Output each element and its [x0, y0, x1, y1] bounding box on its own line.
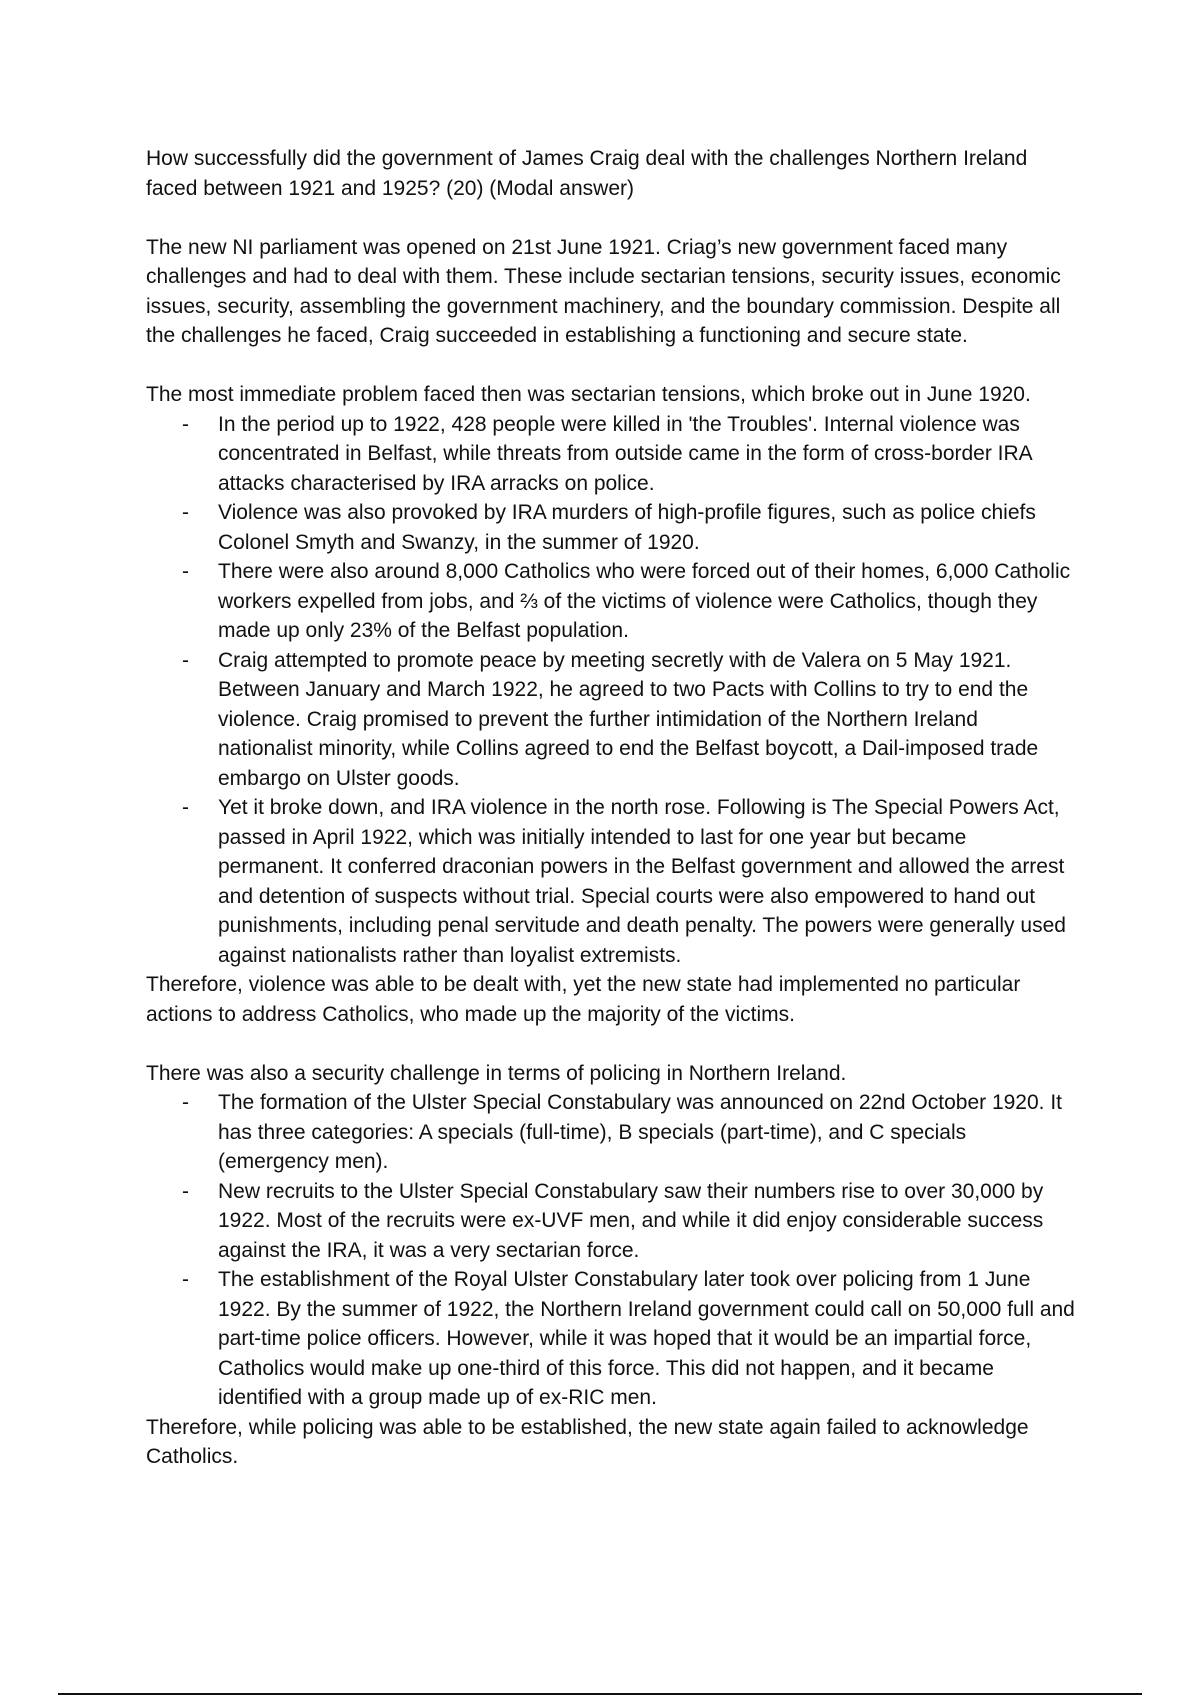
footer-rule — [58, 1693, 1142, 1695]
bullet-text: The formation of the Ulster Special Constabulary was announced on 22nd October 1920. It has three categories: A specials (full-time), B specials (part-time), and C specials (emergency men). — [218, 1091, 1062, 1173]
bullet-text: Violence was also provoked by IRA murders of high-profile figures, such as police chiefs Colonel Smyth and Swanzy, in the summer of 1920. — [218, 501, 1036, 554]
paragraph-gap — [146, 1029, 1076, 1059]
bullet-text: Yet it broke down, and IRA violence in the north rose. Following is The Special Powers Act, passed in April 1922, which was initially intended to last for one year but became permanent. It conferred draconian powers in the Belfast government and allowed the arrest and detention of suspects without trial. Special courts were also empowered to hand out punishments, including penal servitude and death penalty. The powers were generally used against nationalists rather than loyalist extremists. — [218, 796, 1066, 967]
bullet-text: In the period up to 1922, 428 people were killed in 'the Troubles'. Internal violence was concentrated in Belfast, while threats from outside came in the form of cross-border IRA attacks characterised by IRA arracks on police. — [218, 412, 1032, 495]
bullet-marker: - — [182, 412, 189, 436]
section-lead: The most immediate problem faced then was sectarian tensions, which broke out in June 1920. — [146, 383, 1031, 406]
bullet-text: New recruits to the Ulster Special Constabulary saw their numbers rise to over 30,000 by 1922. Most of the recruits were ex-UVF men, and while it did enjoy considerable success against the IRA, it was a very sectarian force. — [218, 1179, 1044, 1262]
bullet-marker: - — [182, 560, 189, 583]
section-conclusion: Therefore, violence was able to be dealt with, yet the new state had implemented no particular actions to address Catholics, who made up the majority of the victims. — [146, 973, 1021, 1026]
paragraph-gap — [146, 203, 1076, 233]
section-lead: There was also a security challenge in terms of policing in Northern Ireland. — [146, 1061, 847, 1085]
bullet-item — [182, 646, 1076, 794]
bullet-item — [182, 1265, 1076, 1413]
bullet-text: There were also around 8,000 Catholics who were forced out of their homes, 6,000 Catholic workers expelled from jobs, and ⅔ of the victims of violence were Catholics, though they made up only 23% of the Belfast population. — [218, 560, 1071, 642]
bullet-marker: - — [182, 501, 189, 524]
bullet-item — [182, 557, 1076, 646]
bullet-list — [146, 1088, 1076, 1413]
bullet-marker: - — [182, 1091, 189, 1114]
essay-question: How successfully did the government of James Craig deal with the challenges Northern Ireland faced between 1921 and 1925? (20) (Modal answer) — [146, 147, 1028, 200]
bullet-text: Craig attempted to promote peace by meeting secretly with de Valera on 5 May 1921. Between January and March 1922, he agreed to two Pacts with Collins to try to end the violence. Craig promised to prevent the further intimidation of the Northern Ireland nationalist minority, while Collins agreed to end the Belfast boycott, a Dail-imposed trade embargo on Ulster goods. — [218, 648, 1039, 790]
bullet-item — [182, 410, 1076, 499]
section-conclusion: Therefore, while policing was able to be established, the new state again failed to acknowledge Catholics. — [146, 1415, 1029, 1468]
bullet-list — [146, 410, 1076, 971]
bullet-marker: - — [182, 648, 189, 672]
document-body — [146, 144, 1076, 1472]
bullet-marker: - — [182, 796, 189, 819]
paragraph-gap — [146, 351, 1076, 381]
intro-paragraph: The new NI parliament was opened on 21st June 1921. Criag’s new government faced many challenges and had to deal with them. These include sectarian tensions, security issues, economic issues, security, assembling the government machinery, and the boundary commission. Despite all the challenges he faced, Craig succeeded in establishing a functioning and secure state. — [146, 235, 1061, 347]
bullet-text: The establishment of the Royal Ulster Constabulary later took over policing from 1 June 1922. By the summer of 1922, the Northern Ireland government could call on 50,000 full and part-time police officers. However, while it was hoped that it would be an impartial force, Catholics would make up one-third of this force. This did not happen, and it became identified with a group made up of ex-RIC men. — [218, 1268, 1075, 1409]
bullet-marker: - — [182, 1268, 189, 1291]
bullet-item — [182, 1177, 1076, 1266]
bullet-item — [182, 793, 1076, 970]
bullet-marker: - — [182, 1179, 189, 1203]
bullet-item — [182, 498, 1076, 557]
bullet-item — [182, 1088, 1076, 1177]
